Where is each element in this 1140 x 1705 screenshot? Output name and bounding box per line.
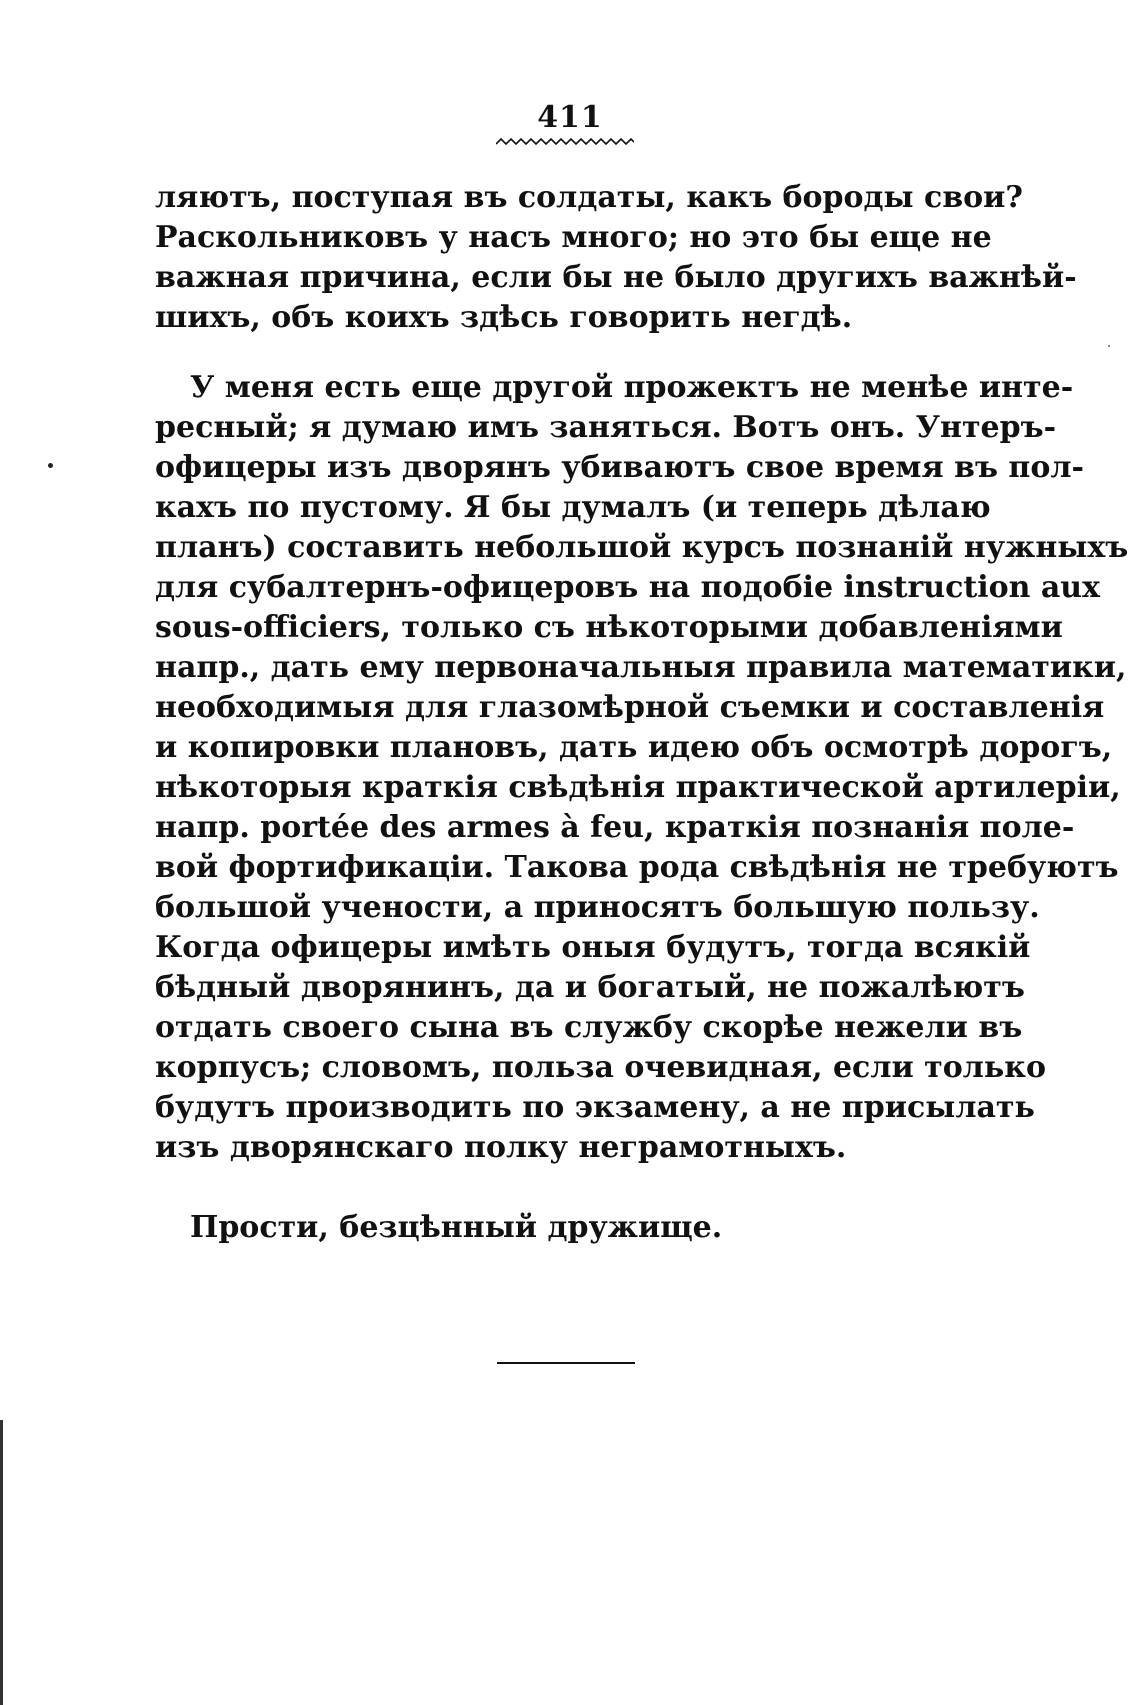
text-line: У меня есть еще другой прожектъ не менѣе инте- (190, 370, 1074, 405)
text-line: отдать своего сына въ службу скорѣе нежели въ (155, 1010, 1023, 1045)
text-line: бѣдный дворянинъ, да и богатый, не пожалѣютъ (155, 970, 1025, 1005)
text-line: вой фортификаціи. Такова рода свѣдѣнія не требуютъ (155, 850, 1119, 885)
paragraph-closing (155, 1208, 985, 1248)
wavy-rule-line (496, 139, 634, 144)
text-line: корпусъ; словомъ, польза очевидная, если только (155, 1050, 1046, 1085)
text-line: ляютъ, поступая въ солдаты, какъ бороды свои? (155, 180, 1024, 215)
text-line: важная причина, если бы не было другихъ важнѣй- (155, 260, 1077, 295)
paragraph-proposal (155, 368, 1129, 1168)
text-line: и копировки плановъ, дать идею объ осмотрѣ дорогъ, (155, 730, 1113, 765)
text-line: Прости, безцѣнный дружище. (190, 1210, 723, 1245)
text-line: нѣкоторыя краткія свѣдѣнія практической артилеріи, (155, 770, 1121, 805)
paragraph-continuation (155, 178, 1077, 338)
text-line: напр. portée des armes à feu, краткія познанія поле- (155, 810, 1075, 845)
text-line: большой учености, а приносятъ большую пользу. (155, 890, 1040, 925)
text-line: Раскольниковъ у насъ много; но это бы еще не (155, 220, 992, 255)
page-edge-shadow (0, 1420, 3, 1705)
wavy-rule-ornament (496, 136, 634, 146)
text-line: офицеры изъ дворянъ убиваютъ свое время въ пол- (155, 450, 1084, 485)
text-line: ресный; я думаю имъ заняться. Вотъ онъ. Унтеръ- (155, 410, 1057, 445)
margin-mark (47, 462, 54, 469)
text-line: необходимыя для глазомѣрной съемки и составленія (155, 690, 1105, 725)
end-rule (497, 1362, 635, 1364)
text-line: кахъ по пустому. Я бы думалъ (и теперь дѣлаю (155, 490, 991, 525)
text-line: изъ дворянскаго полку неграмотныхъ. (155, 1130, 847, 1165)
page-number: 411 (537, 100, 603, 135)
text-line: для субалтернъ-офицеровъ на подобіе instruction aux (155, 570, 1100, 605)
text-line: шихъ, объ коихъ здѣсь говорить негдѣ. (155, 300, 853, 335)
text-line: sous-officiers, только съ нѣкоторыми добавленіями (155, 610, 1063, 645)
text-line: Когда офицеры имѣть оныя будутъ, тогда всякій (155, 930, 1031, 965)
text-line: будутъ производить по экзамену, а не присылать (155, 1090, 1035, 1125)
text-line: планъ) составить небольшой курсъ познаній нужныхъ (155, 530, 1129, 565)
scan-speck (1108, 345, 1110, 347)
text-line: напр., дать ему первоначальныя правила математики, (155, 650, 1127, 685)
